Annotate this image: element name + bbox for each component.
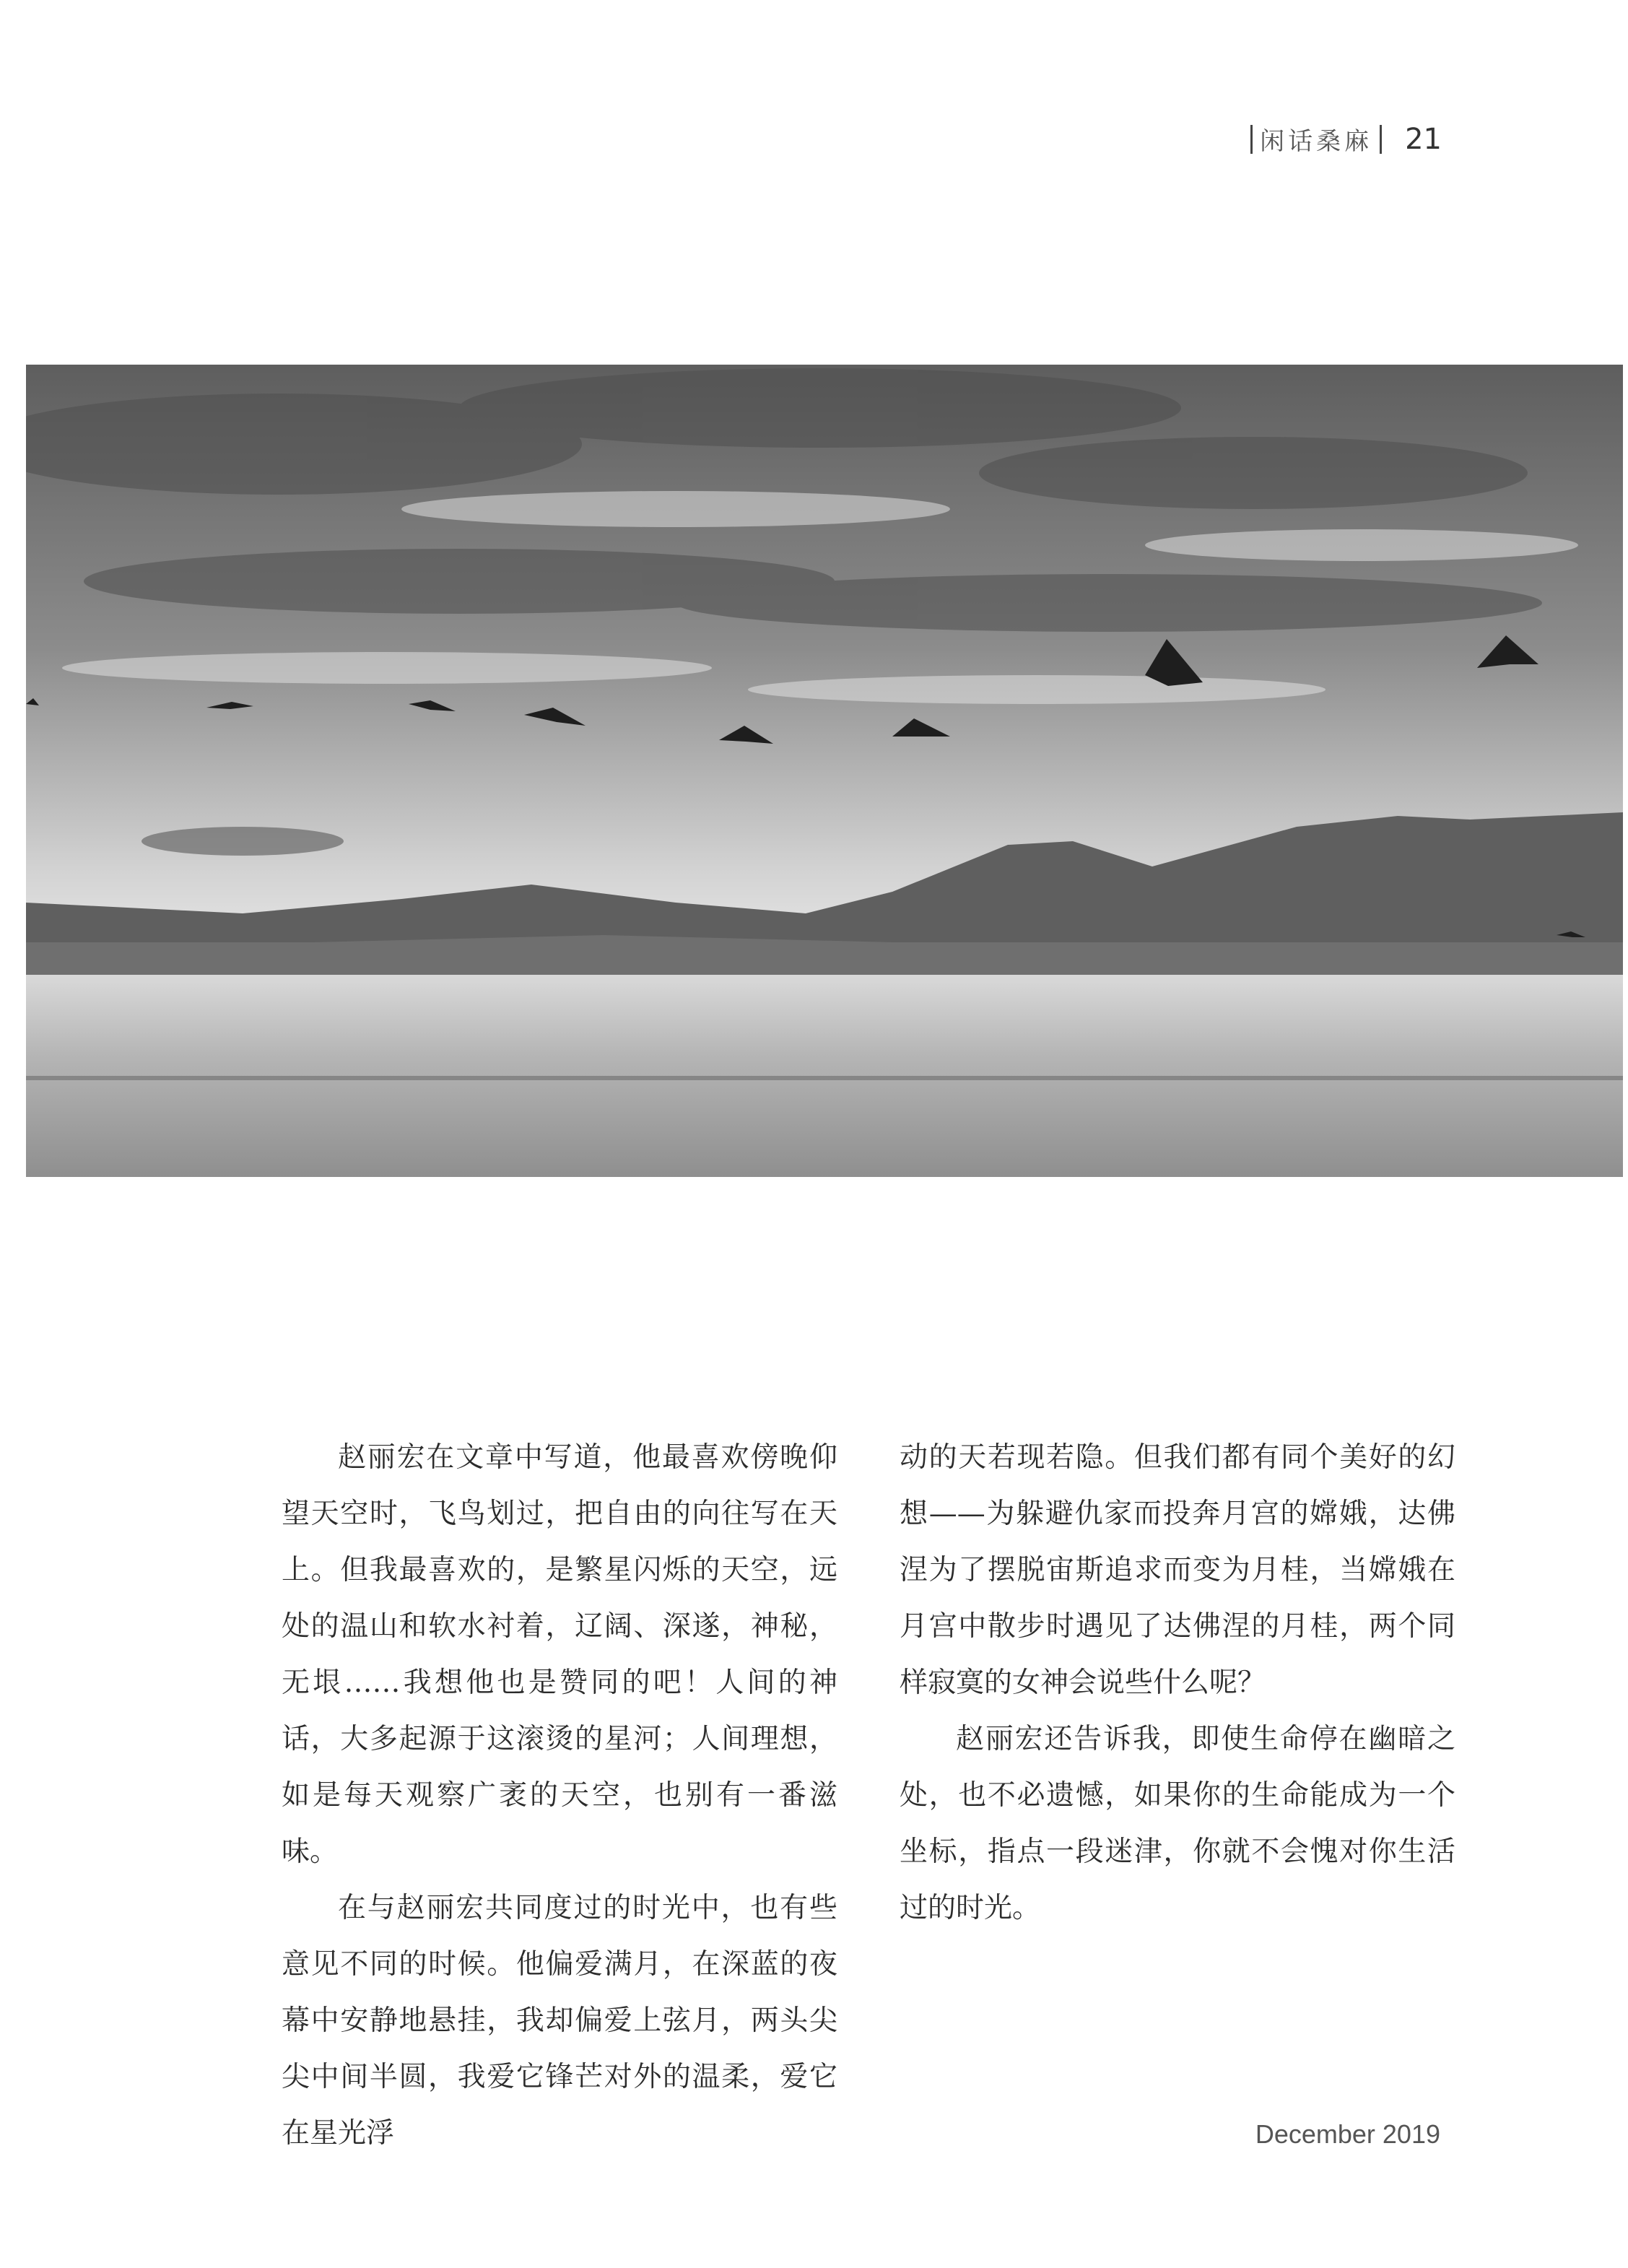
header-divider-right	[1380, 125, 1382, 154]
issue-date: December 2019	[1255, 2119, 1440, 2149]
page-number: 21	[1405, 122, 1442, 156]
article-column-right	[900, 1430, 1455, 1937]
paragraph: 动的天若现若隐。但我们都有同个美好的幻想——为躲避仇家而投奔月宫的嫦娥，达佛涅为了摆脱宙斯追求而变为月桂，当嫦娥在月宫中散步时遇见了达佛涅的月桂，两个同样寂寞的女神会说些什么呢？	[900, 1441, 1455, 1699]
birds-over-lake-image	[26, 365, 1623, 1177]
header-divider-left	[1250, 125, 1253, 154]
paragraph: 赵丽宏在文章中写道，他最喜欢傍晚仰望天空时，飞鸟划过，把自由的向往写在天上。但我最喜欢的，是繁星闪烁的天空，远处的温山和软水衬着，辽阔、深遂，神秘，无垠……我想他也是赞同的吧！人间的神话，大多起源于这滚烫的星河；人间理想，如是每天观察广袤的天空，也别有一番滋味。	[282, 1441, 837, 1868]
landscape-photo	[26, 365, 1623, 1177]
paragraph: 赵丽宏还告诉我，即使生命停在幽暗之处，也不必遗憾，如果你的生命能成为一个坐标，指点一段迷津，你就不会愧对你生活过的时光。	[900, 1723, 1455, 1924]
article-column-left	[282, 1430, 837, 2162]
running-header	[1250, 121, 1442, 157]
section-title: 闲话桑麻	[1260, 127, 1373, 156]
paragraph: 在与赵丽宏共同度过的时光中，也有些意见不同的时候。他偏爱满月，在深蓝的夜幕中安静地悬挂，我却偏爱上弦月，两头尖尖中间半圆，我爱它锋芒对外的温柔，爱它在星光浮	[282, 1892, 837, 2150]
